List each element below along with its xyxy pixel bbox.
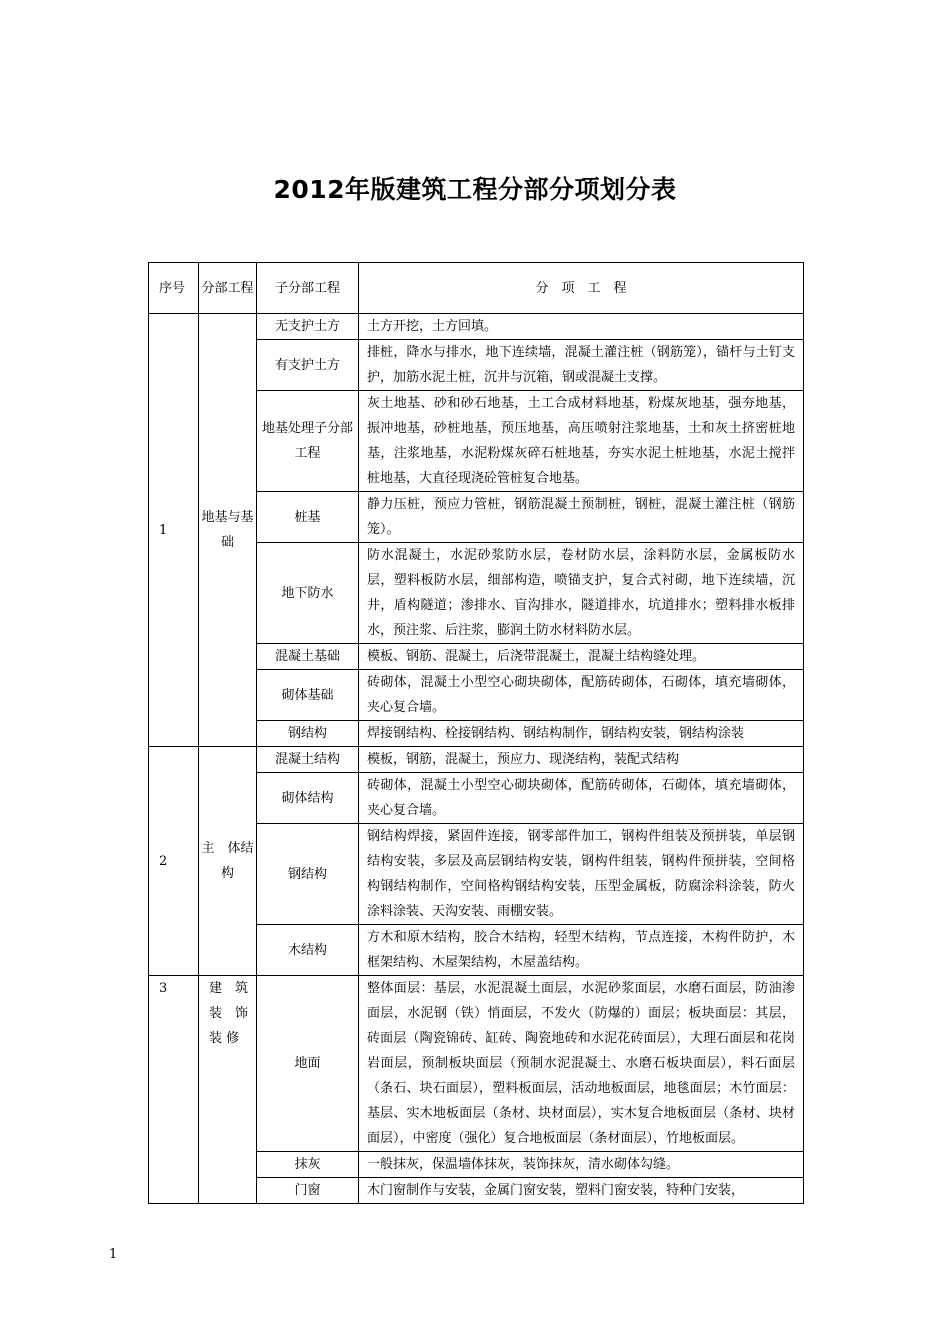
header-items: 分 项 工 程 xyxy=(359,263,804,314)
items-cell: 排桩，降水与排水，地下连续墙，混凝土灌注桩（钢筋笼），锚杆与土钉支护，加筋水泥土桩，沉井与沉箱，钢或混凝土支撑。 xyxy=(359,340,804,391)
subdivision-cell: 桩基 xyxy=(257,492,359,543)
group-index: 1 xyxy=(149,314,199,747)
header-division: 分部工程 xyxy=(199,263,257,314)
table-row xyxy=(149,747,804,773)
items-cell: 砖砌体，混凝土小型空心砌块砌体，配筋砖砌体，石砌体，填充墙砌体，夹心复合墙。 xyxy=(359,670,804,721)
subdivision-cell: 地面 xyxy=(257,976,359,1152)
group-index: 2 xyxy=(149,747,199,976)
table-row xyxy=(149,976,804,1152)
items-cell: 砖砌体，混凝土小型空心砌块砌体，配筋砖砌体，石砌体，填充墙砌体，夹心复合墙。 xyxy=(359,773,804,824)
items-cell: 木门窗制作与安装，金属门窗安装，塑料门窗安装，特种门安装， xyxy=(359,1178,804,1204)
subdivision-cell: 地下防水 xyxy=(257,543,359,644)
items-cell: 一般抹灰，保温墙体抹灰，装饰抹灰，清水砌体勾缝。 xyxy=(359,1152,804,1178)
group-index: 3 xyxy=(149,976,199,1204)
subdivision-cell: 混凝土基础 xyxy=(257,644,359,670)
subdivision-cell: 钢结构 xyxy=(257,824,359,925)
division-table xyxy=(148,262,804,1204)
subdivision-cell: 无支护土方 xyxy=(257,314,359,340)
page-title: 2012年版建筑工程分部分项划分表 xyxy=(273,175,677,204)
items-cell: 焊接钢结构、栓接钢结构、钢结构制作，钢结构安装，钢结构涂装 xyxy=(359,721,804,747)
subdivision-cell: 地基处理子分部工程 xyxy=(257,391,359,492)
items-cell: 静力压桩，预应力管桩，钢筋混凝土预制桩，钢桩，混凝土灌注桩（钢筋笼）。 xyxy=(359,492,804,543)
header-index: 序号 xyxy=(149,263,199,314)
subdivision-cell: 砌体基础 xyxy=(257,670,359,721)
subdivision-cell: 抹灰 xyxy=(257,1152,359,1178)
group-division: 建 筑装 饰装 修 xyxy=(199,976,257,1204)
page-number: 1 xyxy=(109,1247,118,1262)
table-row xyxy=(149,314,804,340)
items-cell: 灰土地基、砂和砂石地基，土工合成材料地基，粉煤灰地基，强夯地基，振冲地基，砂桩地基，预压地基，高压喷射注浆地基，土和灰土挤密桩地基，注浆地基，水泥粉煤灰碎石桩地基，夯实水泥土桩地基，水泥土搅拌桩地基，大直径现浇砼管桩复合地基。 xyxy=(359,391,804,492)
subdivision-cell: 钢结构 xyxy=(257,721,359,747)
items-cell: 模板、钢筋、混凝土，后浇带混凝土，混凝土结构缝处理。 xyxy=(359,644,804,670)
subdivision-cell: 有支护土方 xyxy=(257,340,359,391)
group-division: 地基与基础 xyxy=(199,314,257,747)
items-cell: 防水混凝土，水泥砂浆防水层，卷材防水层，涂料防水层，金属板防水层，塑料板防水层，细部构造，喷锚支护，复合式衬砌，地下连续墙，沉井，盾构隧道；渗排水、盲沟排水，隧道排水，坑道排水；塑料排水板排水，预注浆、后注浆，膨润土防水材料防水层。 xyxy=(359,543,804,644)
group-division: 主 体结构 xyxy=(199,747,257,976)
items-cell: 模板，钢筋，混凝土，预应力、现浇结构，装配式结构 xyxy=(359,747,804,773)
subdivision-cell: 砌体结构 xyxy=(257,773,359,824)
header-subdivision: 子分部工程 xyxy=(257,263,359,314)
items-cell: 钢结构焊接，紧固件连接，钢零部件加工，钢构件组装及预拼装，单层钢结构安装，多层及高层钢结构安装，钢构件组装，钢构件预拼装，空间格构钢结构制作，空间格构钢结构安装，压型金属板，防腐涂料涂装，防火涂料涂装、天沟安装、雨棚安装。 xyxy=(359,824,804,925)
items-cell: 土方开挖，土方回填。 xyxy=(359,314,804,340)
subdivision-cell: 木结构 xyxy=(257,925,359,976)
items-cell: 方木和原木结构，胶合木结构，轻型木结构，节点连接，木构件防护，木框架结构、木屋架结构，木屋盖结构。 xyxy=(359,925,804,976)
subdivision-cell: 混凝土结构 xyxy=(257,747,359,773)
subdivision-cell: 门窗 xyxy=(257,1178,359,1204)
table-header-row xyxy=(149,263,804,314)
items-cell: 整体面层：基层，水泥混凝土面层，水泥砂浆面层，水磨石面层，防油渗面层，水泥钢（铁）悄面层，不发火（防爆的）面层；板块面层：其层，砖面层（陶瓷锦砖、缸砖、陶瓷地砖和水泥花砖面层），大理石面层和花岗岩面层，预制板块面层（预制水泥混凝土、水磨石板块面层），料石面层（条石、块石面层），塑料板面层，活动地板面层，地毯面层；木竹面层：基层、实木地板面层（条材、块材面层），实木复合地板面层（条材、块材面层），中密度（强化）复合地板面层（条材面层），竹地板面层。 xyxy=(359,976,804,1152)
